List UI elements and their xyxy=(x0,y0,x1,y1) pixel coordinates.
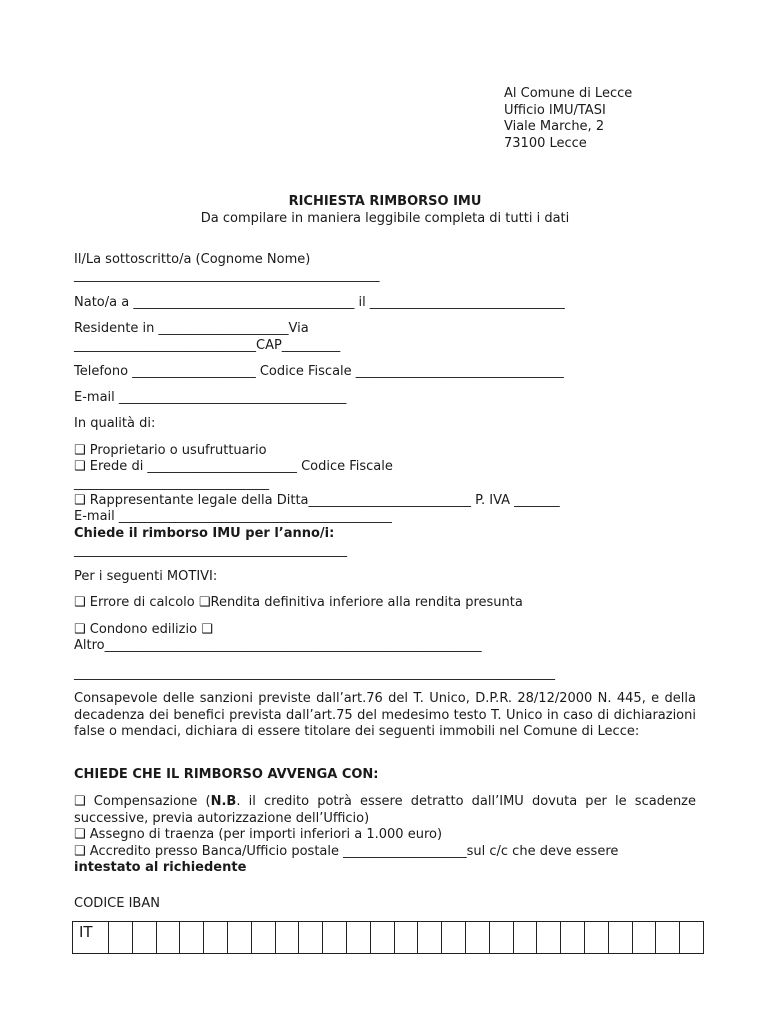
iban-cell[interactable] xyxy=(537,922,561,954)
recipient-line: Ufficio IMU/TASI xyxy=(504,102,606,118)
document-title: RICHIESTA RIMBORSO IMU xyxy=(288,194,482,209)
nb-label: N.B xyxy=(210,794,237,809)
sottoscritto-label: Il/La sottoscritto/a (Cognome Nome) xyxy=(74,252,311,267)
qualita-label: In qualità di: xyxy=(74,416,156,431)
iban-label: CODICE IBAN xyxy=(74,896,160,911)
iban-cell[interactable] xyxy=(204,922,228,954)
iban-cell[interactable] xyxy=(465,922,489,954)
motivi-extra-line[interactable]: __________________________________________________________________________ xyxy=(74,666,555,681)
checkbox-compensazione[interactable] xyxy=(74,794,696,827)
recipient-address xyxy=(504,86,632,152)
checkbox-accredito[interactable]: ❑ Accredito presso Banca/Ufficio postale ___________________sul c/c che deve essere xyxy=(74,844,619,859)
ditta-email-field[interactable]: E-mail __________________________________________ xyxy=(74,509,392,524)
iban-cell[interactable] xyxy=(608,922,632,954)
iban-cell[interactable] xyxy=(227,922,251,954)
checkbox-erede[interactable]: ❑ Erede di _______________________ Codice Fiscale xyxy=(74,459,393,474)
recipient-line: 73100 Lecce xyxy=(504,135,587,151)
iban-cell[interactable] xyxy=(251,922,275,954)
iban-cell[interactable] xyxy=(394,922,418,954)
iban-cell[interactable] xyxy=(513,922,537,954)
recipient-line: Viale Marche, 2 xyxy=(504,119,605,134)
iban-cell[interactable] xyxy=(680,922,704,954)
via-cap-field[interactable]: ____________________________CAP_________ xyxy=(74,338,341,353)
nato-field[interactable]: Nato/a a __________________________________ il ______________________________ xyxy=(74,295,565,310)
rimborso-heading: CHIEDE CHE IL RIMBORSO AVVENGA CON: xyxy=(74,767,379,782)
iban-cell[interactable] xyxy=(418,922,442,954)
iban-cell[interactable] xyxy=(370,922,394,954)
iban-cell[interactable] xyxy=(346,922,370,954)
residente-field[interactable]: Residente in ____________________Via xyxy=(74,321,309,336)
intestato-label: intestato al richiedente xyxy=(74,860,247,875)
declaration-paragraph: Consapevole delle sanzioni previste dall’art.76 del T. Unico, D.P.R. 28/12/2000 N. 445, e della decadenza dei benefici prevista dall’art.75 del medesimo testo T. Unico in caso di dichiarazioni false o mendaci, dichiara di essere titolare dei seguenti immobili nel Comune di Lecce: xyxy=(74,691,696,739)
iban-cell[interactable] xyxy=(632,922,656,954)
iban-cell[interactable] xyxy=(584,922,608,954)
iban-grid[interactable] xyxy=(72,921,704,954)
iban-cell[interactable] xyxy=(561,922,585,954)
iban-cell[interactable] xyxy=(323,922,347,954)
checkbox-condono[interactable]: ❑ Condono edilizio ❑ xyxy=(74,622,213,637)
iban-cell[interactable] xyxy=(442,922,466,954)
iban-cell[interactable] xyxy=(109,922,133,954)
compensazione-prefix: ❑ Compensazione ( xyxy=(74,794,211,809)
checkbox-proprietario[interactable]: ❑ Proprietario o usufruttuario xyxy=(74,443,267,458)
erede-cf-field[interactable]: ______________________________ xyxy=(74,476,269,491)
compensazione-text: . il credito potrà essere detratto dall’IMU dovuta per le scadenze successive, previa autorizzazione dell’Ufficio) xyxy=(74,794,697,826)
email-field[interactable]: E-mail ___________________________________ xyxy=(74,390,347,405)
chiede-anno-label: Chiede il rimborso IMU per l’anno/i: xyxy=(74,526,335,541)
checkbox-motivi-1[interactable]: ❑ Errore di calcolo ❑Rendita definitiva inferiore alla rendita presunta xyxy=(74,595,523,610)
iban-cell[interactable] xyxy=(180,922,204,954)
iban-cell[interactable] xyxy=(489,922,513,954)
iban-cell[interactable] xyxy=(299,922,323,954)
iban-cell[interactable] xyxy=(156,922,180,954)
motivi-label: Per i seguenti MOTIVI: xyxy=(74,569,218,584)
iban-cell[interactable] xyxy=(132,922,156,954)
sottoscritto-field[interactable]: _______________________________________________ xyxy=(74,268,380,283)
checkbox-assegno[interactable]: ❑ Assegno di traenza (per importi inferiori a 1.000 euro) xyxy=(74,827,443,842)
iban-prefix: IT xyxy=(73,922,109,954)
telefono-cf-field[interactable]: Telefono ___________________ Codice Fiscale ________________________________ xyxy=(74,364,564,379)
anno-field[interactable]: __________________________________________ xyxy=(74,543,347,558)
recipient-line: Al Comune di Lecce xyxy=(504,86,633,101)
iban-cell[interactable] xyxy=(656,922,680,954)
iban-cell[interactable] xyxy=(275,922,299,954)
altro-field[interactable]: Altro__________________________________________________________ xyxy=(74,638,482,653)
document-subtitle: Da compilare in maniera leggibile completa di tutti i dati xyxy=(200,211,570,226)
checkbox-rappresentante[interactable]: ❑ Rappresentante legale della Ditta_________________________ P. IVA _______ xyxy=(74,493,560,508)
